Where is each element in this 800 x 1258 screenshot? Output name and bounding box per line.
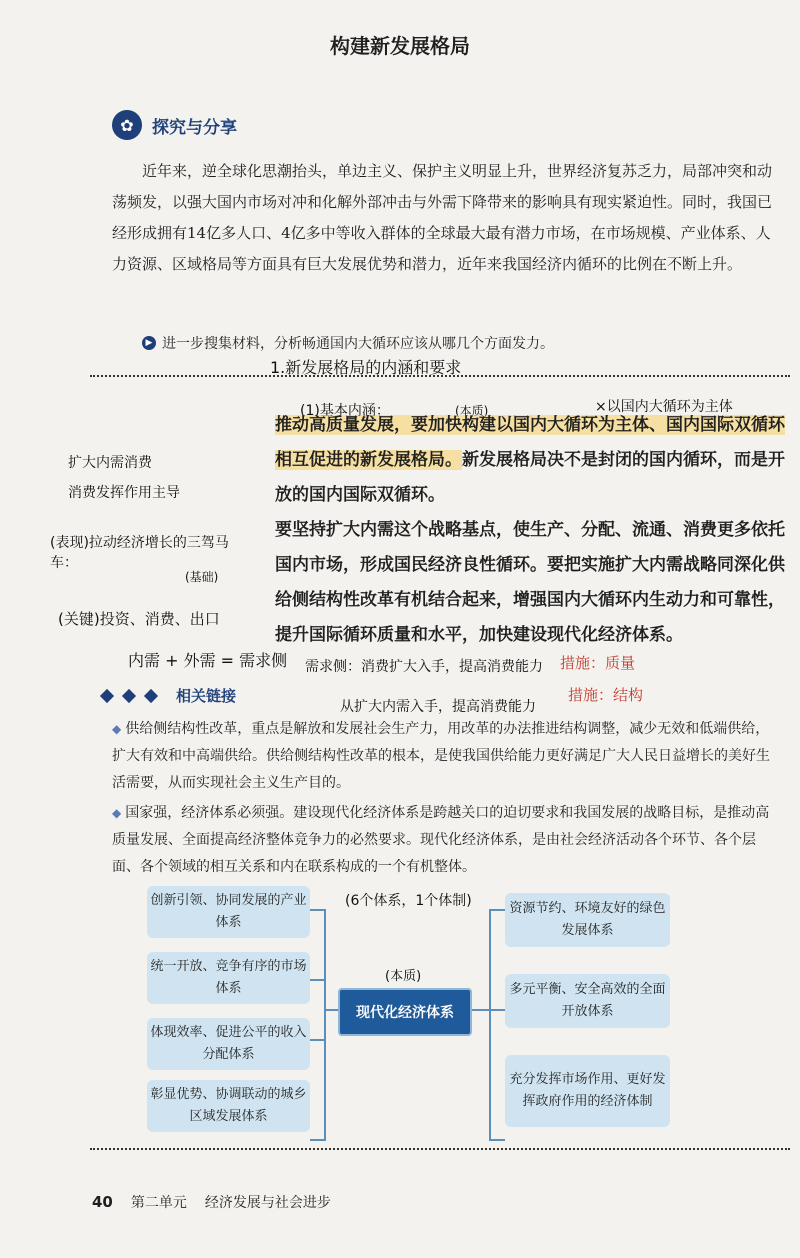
page-title: 构建新发展格局 (330, 34, 470, 58)
unit-label: 第二单元 (130, 1195, 187, 1211)
note-left-6: 内需 + 外需 = 需求侧 (128, 651, 288, 670)
diagram-right-box: 充分发挥市场作用、更好发挥政府作用的经济体制 (505, 1055, 670, 1127)
answer-text-3: 要把实施扩大内需战略同深化供给侧结构性改革有机结合起来，增强国内大循环内生动力和可靠性，提升国际循环质量和水平，加快建设现代化经济体系。 (275, 555, 785, 645)
chapter-label: 经济发展与社会进步 (204, 1195, 331, 1211)
arrow-circle-icon: ▶ (142, 336, 156, 350)
intro-paragraph: 近年来，逆全球化思潮抬头，单边主义、保护主义明显上升，世界经济复苏乏力，局部冲突和动荡频发，以强大国内市场对冲和化解外部冲击与外需下降带来的影响具有现实紧迫性。同时，我国已经形成拥有14亿多人口、4亿多中等收入群体的全球最大最有潜力市场，在市场规模、产业体系、人力资源、区域格局等方面具有巨大发展优势和潜力，近年来我国经济内循环的比例在不断上升。 (112, 162, 773, 273)
bullet-icon: ◆ (112, 806, 122, 820)
diagram-left-box: 统一开放、竞争有序的市场体系 (147, 952, 310, 1004)
note-essence: (本质) (455, 404, 489, 418)
related-text-1: 供给侧结构性改革，重点是解放和发展社会生产力，用改革的办法推进结构调整，减少无效和低端供给，扩大有效和中高端供给。供给侧结构性改革的根本，是使我国供给能力更好满足广大人民日益增长的美好生活需要，从而实现社会主义生产目的。 (112, 721, 770, 791)
note-demand: 需求侧：消费扩大入手，提高消费能力 (305, 659, 543, 675)
note-demand-2: 从扩大内需入手，提高消费能力 (340, 699, 536, 715)
note-red-1: 措施：质量 (560, 654, 636, 672)
note-essence-2: (本质) (385, 969, 422, 984)
note-left-4: (基础) (185, 570, 219, 584)
diagram-left-box: 创新引领、协同发展的产业体系 (147, 886, 310, 938)
diagram-left-box: 彰显优势、协调联动的城乡区域发展体系 (147, 1080, 310, 1132)
note-left-2: 消费发挥作用主导 (68, 485, 180, 501)
diagram-left-box: 体现效率、促进公平的收入分配体系 (147, 1018, 310, 1070)
answer-text-2: 要坚持扩大内需这个战略基点，使生产、分配、流通、消费更多依托国内市场，形成国民经济良性循环。 (275, 520, 785, 575)
page-footer (92, 1192, 331, 1212)
answer-text-1: 新发展格局决不是封闭的国内循环，而是开放的国内国际双循环。 (275, 450, 785, 505)
note-red-2: 措施：结构 (568, 686, 644, 704)
section-label: 探究与分享 (152, 117, 237, 138)
related-text-2: 国家强，经济体系必须强。建设现代化经济体系是跨越关口的迫切要求和我国发展的战略目标，是推动高质量发展、全面提高经济整体竞争力的必然要求。现代化经济体系，是由社会经济活动各个环节、各个层面、各个领域的相互关系和内在联系构成的一个有机整体。 (112, 805, 770, 875)
note-left-3: (表现)拉动经济增长的三驾马车： (50, 535, 229, 571)
answer-highlight-1: 推动高质量发展，要加快构建以国内大循环为主体、国内国际双循环相互促进的新发展格局。 (275, 415, 785, 470)
diagram-right-box: 多元平衡、安全高效的全面开放体系 (505, 974, 670, 1028)
diagram-right-box: 资源节约、环境友好的绿色发展体系 (505, 893, 670, 947)
explore-icon: ✿ (112, 110, 142, 140)
note-system-count: (6个体系，1个体制) (345, 893, 472, 909)
page-number: 40 (92, 1193, 113, 1211)
note-subheading: (1)基本内涵： (300, 403, 390, 419)
divider-bottom (90, 1148, 790, 1150)
note-left-5: (关键)投资、消费、出口 (58, 610, 220, 628)
bullet-icon: ◆ (112, 722, 122, 736)
note-main-body: ×以国内大循环为主体 (595, 399, 733, 415)
task-text: 进一步搜集材料，分析畅通国内大循环应该从哪几个方面发力。 (162, 336, 554, 352)
note-heading: 1.新发展格局的内涵和要求 (270, 358, 462, 377)
diagram-center-box: 现代化经济体系 (338, 988, 472, 1036)
note-left-1: 扩大内需消费 (68, 455, 152, 471)
related-links-label: 相关链接 (176, 687, 237, 705)
